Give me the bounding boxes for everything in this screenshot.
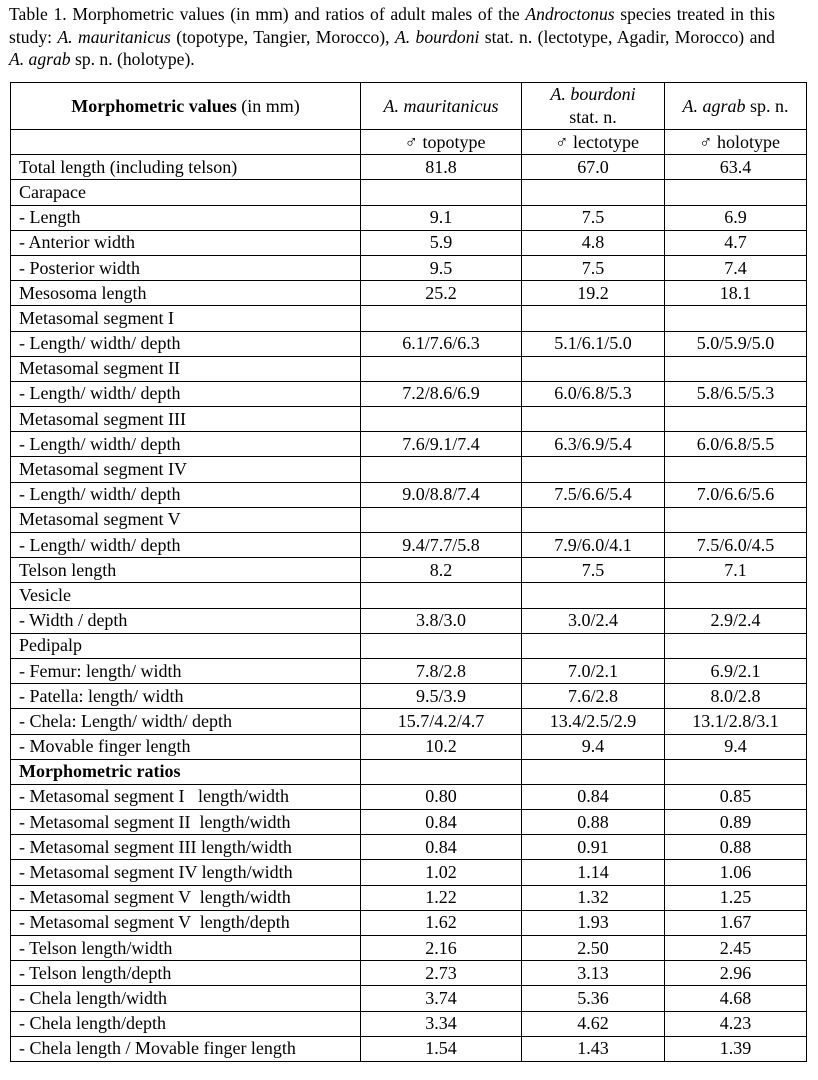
row-label: - Anterior width [11, 230, 361, 255]
table-row [11, 961, 807, 986]
caption-text: stat. n. (lectotype, Agadir, Morocco) and [479, 26, 775, 47]
value-agrab: 6.9/2.1 [665, 658, 807, 683]
value-mauritanicus: 1.22 [361, 885, 522, 910]
value-mauritanicus: 3.8/3.0 [361, 608, 522, 633]
value-agrab: 1.67 [665, 910, 807, 935]
value-mauritanicus [361, 583, 522, 608]
table-row [11, 633, 807, 658]
caption-text: (topotype, Tangier, Morocco), [170, 26, 395, 47]
row-label: Metasomal segment II [11, 356, 361, 381]
table-row [11, 810, 807, 835]
row-label: Mesosoma length [11, 281, 361, 306]
subheader-row [11, 130, 807, 155]
row-label: - Metasomal segment V length/depth [11, 910, 361, 935]
header-col-mauritanicus [361, 83, 522, 130]
row-label: - Movable finger length [11, 734, 361, 759]
table-row [11, 180, 807, 205]
value-bourdoni: 7.5/6.6/5.4 [522, 482, 665, 507]
value-mauritanicus: 81.8 [361, 155, 522, 180]
header-col-mauritanicus-label: A. mauritanicus [383, 95, 499, 116]
value-bourdoni: 7.5 [522, 255, 665, 280]
header-col-agrab [665, 83, 807, 130]
row-label: - Telson length/depth [11, 961, 361, 986]
value-bourdoni: 9.4 [522, 734, 665, 759]
table-row [11, 230, 807, 255]
row-label: - Length [11, 205, 361, 230]
row-label: Metasomal segment III [11, 407, 361, 432]
value-bourdoni: 6.0/6.8/5.3 [522, 381, 665, 406]
table-row [11, 1036, 807, 1061]
value-bourdoni: 2.50 [522, 936, 665, 961]
value-agrab: 2.96 [665, 961, 807, 986]
table-row [11, 759, 807, 784]
table-row [11, 533, 807, 558]
row-label: Carapace [11, 180, 361, 205]
table-row [11, 936, 807, 961]
value-bourdoni [522, 356, 665, 381]
subheader-lectotype: ♂ lectotype [522, 130, 665, 155]
table-row [11, 709, 807, 734]
value-bourdoni: 7.9/6.0/4.1 [522, 533, 665, 558]
value-agrab: 0.88 [665, 835, 807, 860]
value-mauritanicus: 10.2 [361, 734, 522, 759]
value-agrab: 13.1/2.8/3.1 [665, 709, 807, 734]
value-agrab [665, 457, 807, 482]
table-row [11, 583, 807, 608]
caption-species-mauritanicus: A. mauritanicus [57, 26, 171, 47]
row-label: Vesicle [11, 583, 361, 608]
table-row [11, 658, 807, 683]
caption-genus: Androctonus [525, 4, 615, 24]
row-label: - Metasomal segment III length/width [11, 835, 361, 860]
value-agrab: 7.5/6.0/4.5 [665, 533, 807, 558]
table-row [11, 381, 807, 406]
value-agrab: 5.0/5.9/5.0 [665, 331, 807, 356]
value-agrab [665, 306, 807, 331]
table-row [11, 306, 807, 331]
table-row [11, 784, 807, 809]
value-mauritanicus: 0.84 [361, 810, 522, 835]
header-title-bold: Morphometric values [71, 95, 237, 116]
row-label: - Metasomal segment V length/width [11, 885, 361, 910]
caption-species-agrab: A. agrab [9, 49, 71, 69]
value-mauritanicus [361, 633, 522, 658]
value-bourdoni [522, 306, 665, 331]
row-label: Total length (including telson) [11, 155, 361, 180]
value-agrab [665, 180, 807, 205]
value-bourdoni: 3.13 [522, 961, 665, 986]
value-mauritanicus [361, 306, 522, 331]
table-row [11, 482, 807, 507]
value-mauritanicus: 0.84 [361, 835, 522, 860]
value-mauritanicus: 15.7/4.2/4.7 [361, 709, 522, 734]
caption-text: species treated in this study: [9, 4, 775, 47]
value-mauritanicus: 8.2 [361, 558, 522, 583]
value-mauritanicus: 9.0/8.8/7.4 [361, 482, 522, 507]
row-label: - Metasomal segment IV length/width [11, 860, 361, 885]
value-bourdoni: 7.5 [522, 558, 665, 583]
header-col-agrab-status: sp. n. [745, 95, 789, 116]
table-row [11, 734, 807, 759]
value-bourdoni: 19.2 [522, 281, 665, 306]
header-row [11, 83, 807, 130]
table-row [11, 432, 807, 457]
table-row [11, 986, 807, 1011]
row-label: - Chela length/depth [11, 1011, 361, 1036]
value-agrab: 4.68 [665, 986, 807, 1011]
value-agrab: 4.7 [665, 230, 807, 255]
header-title-cell [11, 83, 361, 130]
value-bourdoni: 1.14 [522, 860, 665, 885]
value-bourdoni [522, 407, 665, 432]
value-agrab [665, 507, 807, 532]
value-agrab: 1.25 [665, 885, 807, 910]
row-label: - Length/ width/ depth [11, 381, 361, 406]
table-row [11, 910, 807, 935]
row-label: - Chela length / Movable finger length [11, 1036, 361, 1061]
subheader-empty-cell [11, 130, 361, 155]
table-row [11, 1011, 807, 1036]
value-mauritanicus [361, 759, 522, 784]
value-bourdoni: 13.4/2.5/2.9 [522, 709, 665, 734]
value-mauritanicus: 9.4/7.7/5.8 [361, 533, 522, 558]
value-bourdoni [522, 457, 665, 482]
row-label: - Length/ width/ depth [11, 533, 361, 558]
value-agrab [665, 356, 807, 381]
value-mauritanicus: 9.5/3.9 [361, 684, 522, 709]
value-agrab: 7.4 [665, 255, 807, 280]
table-row [11, 608, 807, 633]
value-agrab: 8.0/2.8 [665, 684, 807, 709]
value-agrab: 7.0/6.6/5.6 [665, 482, 807, 507]
value-mauritanicus: 7.6/9.1/7.4 [361, 432, 522, 457]
value-bourdoni [522, 759, 665, 784]
caption-text: sp. n. (holotype). [70, 49, 195, 69]
value-agrab [665, 407, 807, 432]
value-agrab: 4.23 [665, 1011, 807, 1036]
table-row [11, 558, 807, 583]
value-bourdoni: 5.1/6.1/5.0 [522, 331, 665, 356]
morphometric-table [10, 82, 807, 1062]
table-row [11, 356, 807, 381]
value-mauritanicus [361, 407, 522, 432]
value-mauritanicus: 1.54 [361, 1036, 522, 1061]
header-col-bourdoni [522, 83, 665, 130]
table-row [11, 407, 807, 432]
value-mauritanicus: 1.02 [361, 860, 522, 885]
value-mauritanicus: 7.8/2.8 [361, 658, 522, 683]
value-bourdoni: 6.3/6.9/5.4 [522, 432, 665, 457]
table-row [11, 885, 807, 910]
row-label: - Length/ width/ depth [11, 432, 361, 457]
value-bourdoni: 1.32 [522, 885, 665, 910]
value-bourdoni: 0.91 [522, 835, 665, 860]
value-mauritanicus: 9.5 [361, 255, 522, 280]
value-bourdoni [522, 633, 665, 658]
header-col-agrab-name: A. agrab [682, 95, 746, 116]
value-agrab: 2.9/2.4 [665, 608, 807, 633]
value-mauritanicus: 6.1/7.6/6.3 [361, 331, 522, 356]
value-bourdoni: 7.6/2.8 [522, 684, 665, 709]
value-agrab: 0.89 [665, 810, 807, 835]
value-bourdoni: 7.0/2.1 [522, 658, 665, 683]
value-agrab: 0.85 [665, 784, 807, 809]
row-label: - Chela length/width [11, 986, 361, 1011]
table-row [11, 255, 807, 280]
table-row [11, 684, 807, 709]
value-bourdoni [522, 180, 665, 205]
row-label: Metasomal segment IV [11, 457, 361, 482]
value-mauritanicus: 0.80 [361, 784, 522, 809]
subheader-topotype: ♂ topotype [361, 130, 522, 155]
value-agrab: 63.4 [665, 155, 807, 180]
value-agrab [665, 633, 807, 658]
value-mauritanicus: 9.1 [361, 205, 522, 230]
value-mauritanicus [361, 457, 522, 482]
row-label: - Telson length/width [11, 936, 361, 961]
table-row [11, 155, 807, 180]
value-bourdoni: 67.0 [522, 155, 665, 180]
table-row [11, 281, 807, 306]
value-agrab: 7.1 [665, 558, 807, 583]
table-row [11, 331, 807, 356]
value-mauritanicus: 3.74 [361, 986, 522, 1011]
table-row [11, 860, 807, 885]
value-agrab: 1.06 [665, 860, 807, 885]
value-agrab: 9.4 [665, 734, 807, 759]
value-bourdoni: 7.5 [522, 205, 665, 230]
value-mauritanicus: 2.16 [361, 936, 522, 961]
row-label: - Patella: length/ width [11, 684, 361, 709]
value-agrab: 5.8/6.5/5.3 [665, 381, 807, 406]
value-mauritanicus [361, 507, 522, 532]
row-label: - Chela: Length/ width/ depth [11, 709, 361, 734]
value-agrab: 1.39 [665, 1036, 807, 1061]
value-mauritanicus: 5.9 [361, 230, 522, 255]
value-mauritanicus [361, 356, 522, 381]
value-bourdoni: 0.88 [522, 810, 665, 835]
caption-species-bourdoni: A. bourdoni [394, 26, 480, 47]
table-row [11, 507, 807, 532]
row-label: - Posterior width [11, 255, 361, 280]
value-mauritanicus: 1.62 [361, 910, 522, 935]
row-label: - Length/ width/ depth [11, 331, 361, 356]
value-bourdoni: 5.36 [522, 986, 665, 1011]
header-col-bourdoni-name: A. bourdoni [550, 84, 636, 104]
value-bourdoni: 4.8 [522, 230, 665, 255]
row-label: Metasomal segment I [11, 306, 361, 331]
value-mauritanicus: 2.73 [361, 961, 522, 986]
value-bourdoni [522, 583, 665, 608]
row-label: - Metasomal segment I length/width [11, 784, 361, 809]
row-label: Morphometric ratios [11, 759, 361, 784]
row-label: Metasomal segment V [11, 507, 361, 532]
caption-text: Table 1. Morphometric values (in mm) and ratios of adult males of the [9, 4, 526, 24]
value-mauritanicus [361, 180, 522, 205]
table-row [11, 835, 807, 860]
value-bourdoni: 4.62 [522, 1011, 665, 1036]
row-label: Telson length [11, 558, 361, 583]
value-agrab: 2.45 [665, 936, 807, 961]
table-caption [9, 3, 775, 71]
table-row [11, 457, 807, 482]
value-agrab [665, 759, 807, 784]
value-mauritanicus: 25.2 [361, 281, 522, 306]
header-col-bourdoni-status: stat. n. [569, 107, 617, 127]
table-row [11, 205, 807, 230]
row-label: - Length/ width/ depth [11, 482, 361, 507]
header-title-units: (in mm) [236, 95, 300, 116]
value-bourdoni: 3.0/2.4 [522, 608, 665, 633]
subheader-holotype: ♂ holotype [665, 130, 807, 155]
row-label: - Femur: length/ width [11, 658, 361, 683]
value-bourdoni: 1.43 [522, 1036, 665, 1061]
value-agrab [665, 583, 807, 608]
value-agrab: 18.1 [665, 281, 807, 306]
row-label: - Metasomal segment II length/width [11, 810, 361, 835]
table-body [11, 155, 807, 1062]
value-mauritanicus: 7.2/8.6/6.9 [361, 381, 522, 406]
value-bourdoni: 1.93 [522, 910, 665, 935]
value-bourdoni: 0.84 [522, 784, 665, 809]
value-bourdoni [522, 507, 665, 532]
row-label: - Width / depth [11, 608, 361, 633]
value-agrab: 6.0/6.8/5.5 [665, 432, 807, 457]
value-mauritanicus: 3.34 [361, 1011, 522, 1036]
value-agrab: 6.9 [665, 205, 807, 230]
row-label: Pedipalp [11, 633, 361, 658]
